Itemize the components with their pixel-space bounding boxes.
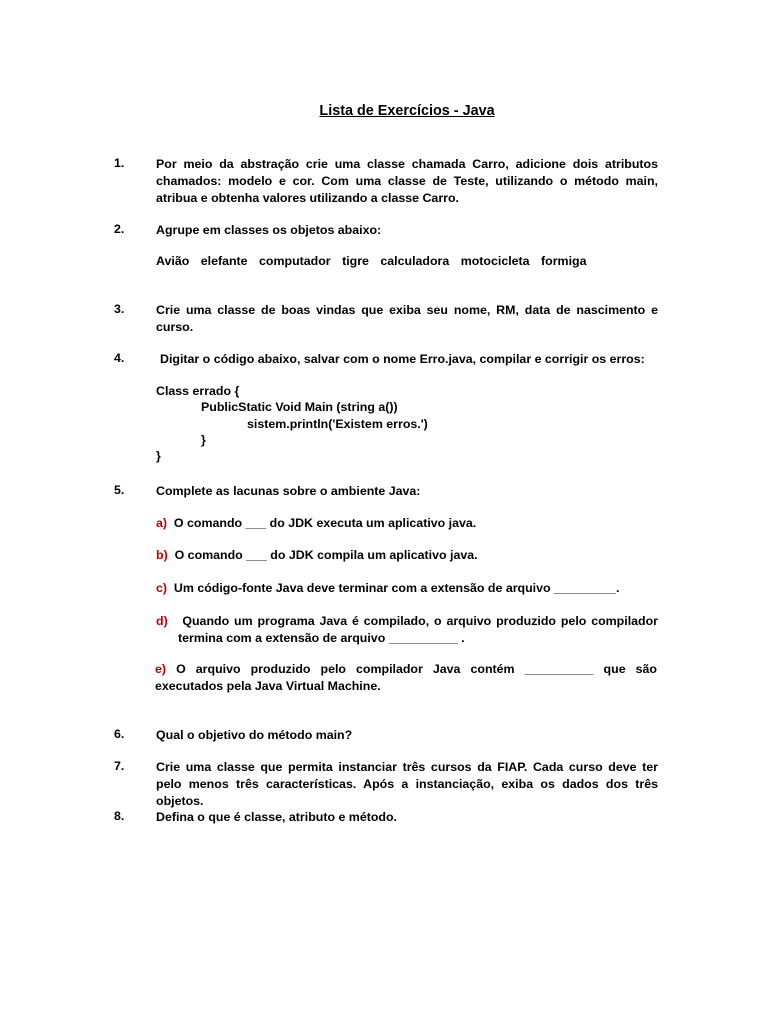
sub-item-a	[156, 515, 658, 532]
question-3-text: Crie uma classe de boas vindas que exiba seu nome, RM, data de nascimento e curso.	[156, 303, 658, 334]
sub-item-text: O comando ___ do JDK compila um aplicativo java.	[174, 548, 478, 562]
question-5-number: 5.	[114, 483, 125, 497]
sub-item-text: O arquivo produzido pelo compilador Java contém __________ que são executados pela Java Virtual Machine.	[155, 662, 657, 693]
question-2-text: Agrupe em classes os objetos abaixo:	[156, 223, 382, 237]
objects-list	[156, 254, 594, 268]
question-1-number: 1.	[114, 156, 125, 170]
sub-item-b	[156, 547, 658, 564]
code-line: sistem.println('Existem erros.')	[247, 417, 428, 431]
question-1-text: Por meio da abstração crie uma classe chamada Carro, adicione dois atributos chamados: modelo e cor. Com uma classe de Teste, utilizando o método main, atribua e obtenha valores utilizando a classe Carro.	[156, 157, 658, 205]
question-6-number: 6.	[114, 727, 125, 741]
sub-item-text: O comando ___ do JDK executa um aplicativo java.	[173, 516, 477, 530]
sub-item-marker: a)	[156, 516, 168, 530]
sub-item-c	[156, 580, 658, 597]
sub-item-d	[156, 613, 658, 647]
question-5-text: Complete as lacunas sobre o ambiente Java:	[156, 484, 421, 498]
code-line: }	[156, 449, 161, 463]
question-4-number: 4.	[114, 351, 125, 365]
question-4-text: Digitar o código abaixo, salvar com o nome Erro.java, compilar e corrigir os erros:	[160, 352, 645, 366]
question-8-number: 8.	[114, 809, 125, 823]
object-item: calculadora	[380, 254, 450, 268]
code-line: }	[201, 433, 206, 447]
sub-item-marker: c)	[156, 581, 168, 595]
sub-item-text: Quando um programa Java é compilado, o arquivo produzido pelo compilador termina com a extensão de arquivo __________ .	[178, 614, 658, 645]
code-line: Class errado {	[156, 384, 240, 398]
object-item: elefante	[200, 254, 248, 268]
question-7-number: 7.	[114, 759, 125, 773]
object-item: computador	[259, 254, 331, 268]
sub-item-e	[155, 661, 657, 695]
question-7-text: Crie uma classe que permita instanciar três cursos da FIAP. Cada curso deve ter pelo menos três características. Após a instanciação, exiba os dados dos três objetos.	[156, 760, 658, 808]
sub-item-marker: b)	[156, 548, 168, 562]
sub-item-marker: d)	[156, 614, 168, 628]
question-6-text: Qual o objetivo do método main?	[156, 728, 353, 742]
page-title: Lista de Exercícios - Java	[319, 103, 495, 119]
sub-item-text: Um código-fonte Java deve terminar com a extensão de arquivo _________.	[173, 581, 620, 595]
object-item: motocicleta	[460, 254, 530, 268]
question-3-number: 3.	[114, 302, 125, 316]
object-item: Avião	[156, 254, 190, 268]
question-2-number: 2.	[114, 222, 125, 236]
sub-item-marker: e)	[155, 662, 167, 676]
code-line: PublicStatic Void Main (string a())	[201, 400, 398, 414]
question-8-text: Defina o que é classe, atributo e método.	[156, 810, 397, 824]
object-item: tigre	[342, 254, 369, 268]
object-item: formiga	[541, 254, 587, 268]
